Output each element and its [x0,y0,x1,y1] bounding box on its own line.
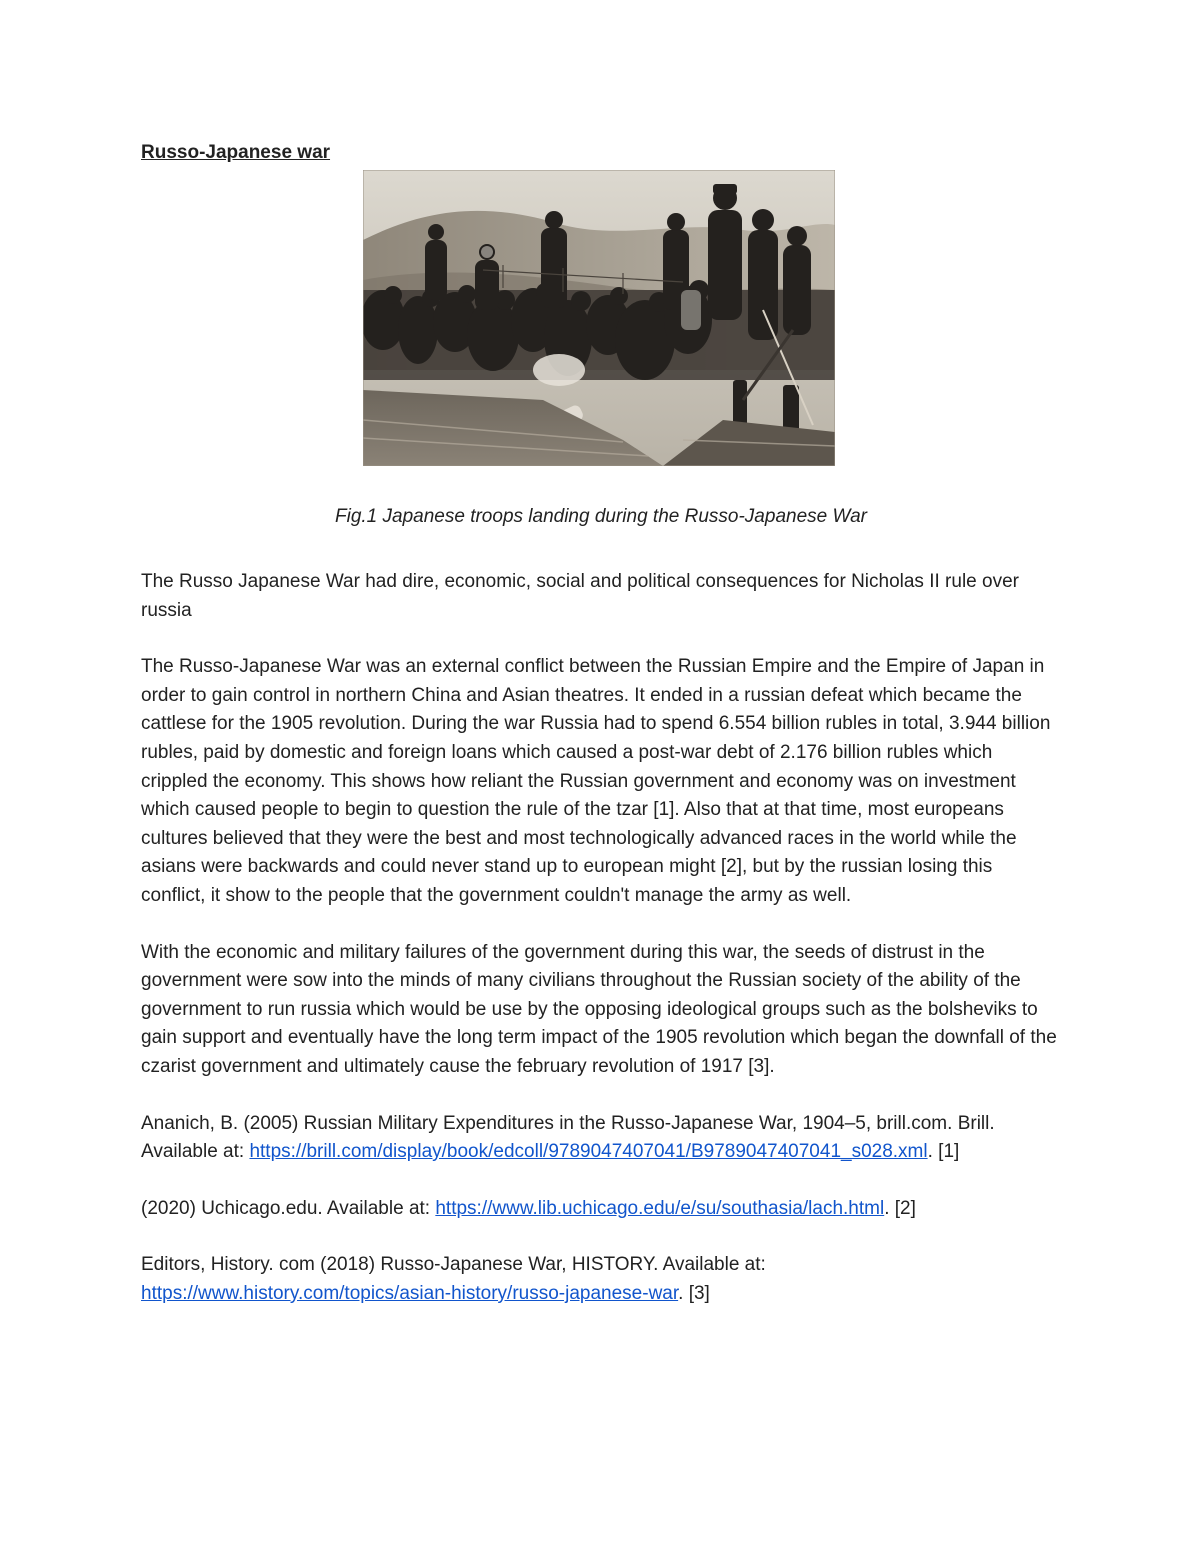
reference-link[interactable]: https://www.history.com/topics/asian-history/russo-japanese-war [141,1282,679,1304]
figure-photo [363,170,835,466]
reference-1 [141,1110,1059,1167]
document-page [141,138,1061,1308]
paragraph-consequences: With the economic and military failures of the government during this war, the seeds of distrust in the government were sow into the minds of many civilians throughout the Russian society of the ability of the government to run russia which would be use by the opposing ideological groups such as the bolsheviks to gain support and eventually have the long term impact of the 1905 revolution which began the downfall of the czarist government and ultimately cause the february revolution of 1917 [3]. [141,941,1057,1077]
paragraph-conflict: The Russo-Japanese War was an external conflict between the Russian Empire and the Empire of Japan in order to gain control in northern China and Asian theatres. It ended in a russian defeat which became the cattlese for the 1905 revolution. During the war Russia had to spend 6.554 billion rubles in total, 3.944 billion rubles, paid by domestic and foreign loans which caused a post-war debt of 2.176 billion rubles which crippled the economy. This shows how reliant the Russian government and economy was on investment which caused people to begin to question the rule of the tzar [1]. Also that at that time, most europeans cultures believed that they were the best and most technologically advanced races in the world while the asians were backwards and could never stand up to european might [2], but by the russian losing this conflict, it show to the people that the government couldn't manage the army as well. [141,656,1051,906]
paragraph-intro: The Russo Japanese War had dire, economic, social and political consequences for Nicholas II rule over russia [141,571,1019,621]
reference-link[interactable]: https://www.lib.uchicago.edu/e/su/southasia/lach.html [435,1197,885,1219]
troops-landing-photo [363,170,835,466]
reference-suffix: . [1] [927,1141,960,1163]
reference-3 [141,1251,1059,1308]
reference-text: (2020) Uchicago.edu. Available at: [141,1197,436,1219]
reference-text: Ananich, B. (2005) Russian Military Expenditures in the Russo-Japanese War, 1904–5, brill.com. Brill. Available at: [141,1112,995,1163]
page-title: Russo-Japanese war [141,142,331,163]
reference-link[interactable]: https://brill.com/display/book/edcoll/9789047407041/B9789047407041_s028.xml [249,1141,928,1163]
reference-2 [141,1195,1059,1224]
reference-suffix: . [3] [678,1282,710,1304]
reference-suffix: . [2] [884,1197,916,1219]
figure-caption: Fig.1 Japanese troops landing during the Russo-Japanese War [335,506,867,527]
reference-text: Editors, History. com (2018) Russo-Japanese War, HISTORY. Available at: [141,1254,766,1276]
